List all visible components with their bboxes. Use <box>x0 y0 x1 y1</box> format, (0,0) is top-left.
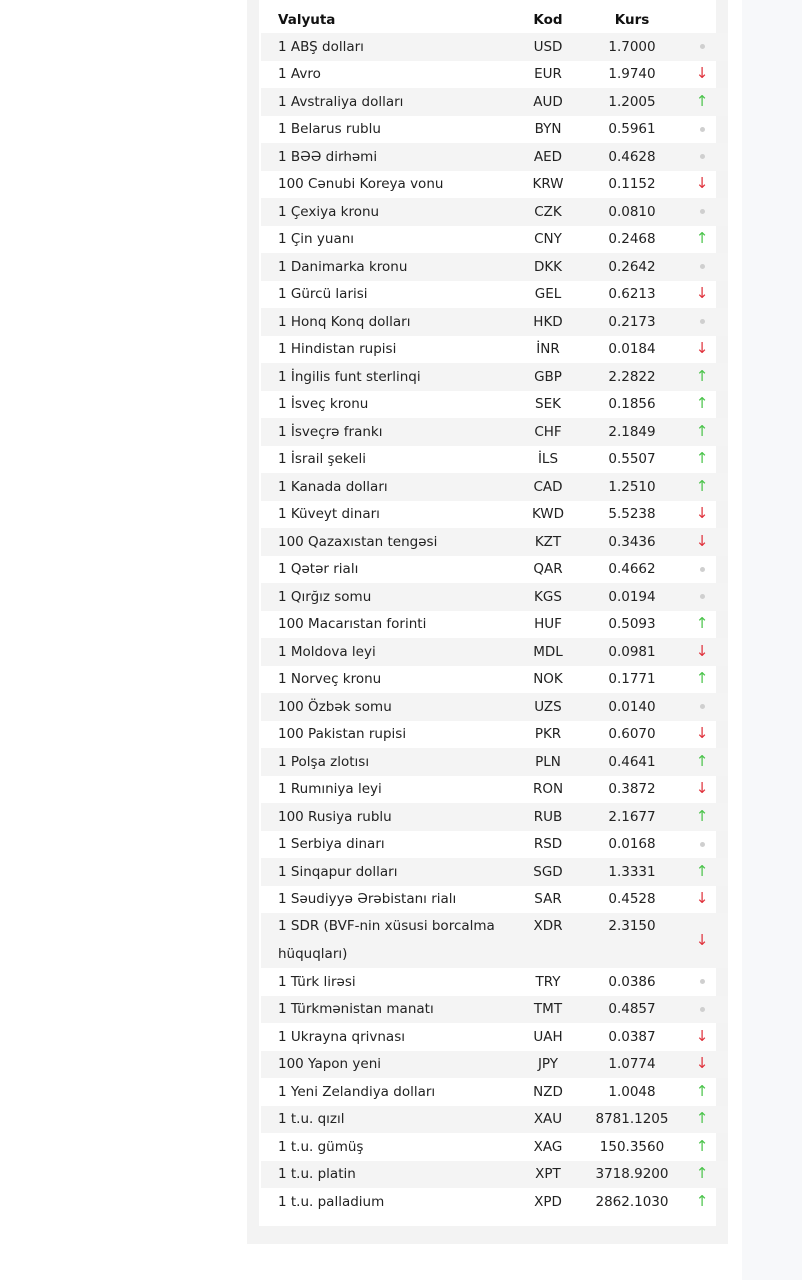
currency-code: HUF <box>534 616 562 633</box>
table-row <box>261 638 728 666</box>
trend-cell <box>676 556 728 584</box>
table-row <box>261 611 728 639</box>
currency-rate: 0.0184 <box>608 341 656 358</box>
currency-code: USD <box>508 33 588 61</box>
currency-code: CZK <box>508 198 588 226</box>
trend-cell <box>676 418 728 446</box>
currency-name: 100 Cənubi Koreya vonu <box>278 176 444 193</box>
table-row <box>261 226 728 254</box>
trend-cell <box>676 253 728 281</box>
table-row <box>261 198 728 226</box>
table-row <box>261 858 728 886</box>
arrow-up-icon: ↑ <box>695 1191 709 1210</box>
unchanged-dot-icon <box>700 979 705 984</box>
unchanged-dot-icon <box>700 842 705 847</box>
currency-name: 100 Yapon yeni <box>261 1051 508 1079</box>
currency-name: 1 İngilis funt sterlinqi <box>261 363 508 391</box>
currency-rate: 0.3872 <box>608 781 656 798</box>
arrow-up-icon: ↑ <box>695 366 709 385</box>
table-row <box>261 583 728 611</box>
currency-name: 1 Kanada dolları <box>261 473 508 501</box>
currency-code: UZS <box>508 693 588 721</box>
currency-code: KZT <box>508 528 588 556</box>
currency-rate: 3718.9200 <box>588 1161 676 1189</box>
arrow-down-icon: ↓ <box>695 930 709 949</box>
currency-name: 1 Gürcü larisi <box>278 286 368 303</box>
arrow-down-icon: ↓ <box>695 284 709 303</box>
table-row <box>261 556 728 584</box>
trend-cell <box>676 721 728 749</box>
currency-code: PKR <box>534 726 562 743</box>
currency-rate: 0.6070 <box>608 726 656 743</box>
currency-code: RON <box>532 781 564 798</box>
table-row <box>261 61 728 89</box>
currency-name: 1 Honq Konq dolları <box>261 308 508 336</box>
currency-rate: 0.1152 <box>608 176 656 193</box>
trend-cell <box>676 803 728 831</box>
currency-name: 1 Norveç kronu <box>278 671 382 688</box>
table-row <box>261 418 728 446</box>
currency-rate: 0.0194 <box>588 583 676 611</box>
table-row <box>261 363 728 391</box>
currency-code: CHF <box>508 418 588 446</box>
currency-name: 1 t.u. palladium <box>278 1193 385 1210</box>
arrow-up-icon: ↑ <box>695 1164 709 1183</box>
arrow-up-icon: ↑ <box>695 1136 709 1155</box>
currency-name: 1 Türkmənistan manatı <box>261 996 508 1024</box>
trend-cell <box>676 583 728 611</box>
currency-name: 1 Türk lirəsi <box>278 973 356 990</box>
currency-rate: 1.7000 <box>588 33 676 61</box>
table-row <box>261 693 728 721</box>
table-row <box>261 33 728 61</box>
currency-name: 1 Küveyt dinarı <box>278 506 380 523</box>
currency-code: İLS <box>537 451 559 468</box>
currency-rate: 1.9740 <box>608 66 656 83</box>
header-code: Kod <box>533 11 563 28</box>
currency-code: TMT <box>508 996 588 1024</box>
table-row <box>261 171 728 199</box>
table-row <box>261 253 728 281</box>
trend-cell <box>676 226 728 254</box>
currency-code: XAG <box>533 1138 563 1155</box>
currency-rate: 0.0810 <box>588 198 676 226</box>
side-background <box>742 0 802 1280</box>
unchanged-dot-icon <box>700 154 705 159</box>
arrow-down-icon: ↓ <box>695 724 709 743</box>
table-row <box>261 996 728 1024</box>
table-row <box>261 803 728 831</box>
currency-rate: 150.3560 <box>599 1138 665 1155</box>
table-row <box>261 1133 728 1161</box>
currency-name: 1 Polşa zlotısı <box>261 748 508 776</box>
currency-rate: 1.2005 <box>588 88 676 116</box>
table-row <box>261 748 728 776</box>
currency-rate: 1.2510 <box>588 473 676 501</box>
arrow-up-icon: ↑ <box>695 421 709 440</box>
currency-rate: 8781.1205 <box>588 1106 676 1134</box>
table-row <box>261 143 728 171</box>
table-row <box>261 913 728 968</box>
currency-code: PLN <box>508 748 588 776</box>
trend-cell <box>676 638 728 666</box>
trend-cell <box>676 858 728 886</box>
currency-code: CAD <box>508 473 588 501</box>
arrow-down-icon: ↓ <box>695 64 709 83</box>
trend-cell <box>676 1023 728 1051</box>
currency-code: RSD <box>533 836 563 853</box>
currency-name: 1 Qırğız somu <box>261 583 508 611</box>
trend-cell <box>676 776 728 804</box>
currency-code: XPD <box>534 1193 562 1210</box>
table-row <box>261 391 728 419</box>
currency-code: SAR <box>534 891 562 908</box>
trend-cell <box>676 528 728 556</box>
trend-cell <box>676 1106 728 1134</box>
currency-name: 100 Qazaxıstan tengəsi <box>261 528 508 556</box>
arrow-up-icon: ↑ <box>695 806 709 825</box>
arrow-up-icon: ↑ <box>695 669 709 688</box>
currency-name: 1 Sinqapur dolları <box>261 858 508 886</box>
table-row <box>261 1161 728 1189</box>
currency-name: 1 Yeni Zelandiya dolları <box>278 1083 436 1100</box>
currency-name: 1 Moldova leyi <box>261 638 508 666</box>
currency-rate: 0.4628 <box>588 143 676 171</box>
trend-cell <box>676 61 728 89</box>
currency-code: QAR <box>533 561 563 578</box>
currency-code: İNR <box>536 341 560 358</box>
trend-cell <box>676 33 728 61</box>
table-row <box>261 281 728 309</box>
currency-rate: 0.3436 <box>588 528 676 556</box>
currency-code: AED <box>508 143 588 171</box>
table-row <box>261 116 728 144</box>
currency-name: 1 İsveç kronu <box>278 396 369 413</box>
table-row <box>261 1051 728 1079</box>
currency-name: 1 BƏƏ dirhəmi <box>261 143 508 171</box>
trend-cell <box>676 391 728 419</box>
currency-name: 1 ABŞ dolları <box>261 33 508 61</box>
arrow-down-icon: ↓ <box>695 1054 709 1073</box>
currency-rate: 2.1849 <box>588 418 676 446</box>
currency-rate: 1.0774 <box>588 1051 676 1079</box>
arrow-up-icon: ↑ <box>695 229 709 248</box>
currency-code: EUR <box>534 66 562 83</box>
arrow-down-icon: ↓ <box>695 1026 709 1045</box>
currency-code: MDL <box>508 638 588 666</box>
currency-rate: 2862.1030 <box>595 1193 669 1210</box>
trend-cell <box>676 198 728 226</box>
arrow-down-icon: ↓ <box>695 531 709 550</box>
trend-cell <box>676 831 728 859</box>
currency-code: SEK <box>535 396 561 413</box>
arrow-up-icon: ↑ <box>695 91 709 110</box>
currency-rate: 0.4528 <box>608 891 656 908</box>
currency-name: 100 Özbək somu <box>261 693 508 721</box>
currency-rate: 0.0981 <box>588 638 676 666</box>
currency-name: 1 SDR (BVF-nin xüsusi borcalma hüquqları) <box>261 913 508 968</box>
currency-name: 1 Çexiya kronu <box>261 198 508 226</box>
currency-rate: 0.5093 <box>608 616 656 633</box>
currency-name: 1 Belarus rublu <box>278 121 381 138</box>
currency-name: 1 Səudiyyə Ərəbistanı rialı <box>278 891 457 908</box>
trend-cell <box>676 913 728 968</box>
currency-name: 1 İsrail şekeli <box>278 451 366 468</box>
unchanged-dot-icon <box>700 209 705 214</box>
table-row <box>261 1023 728 1051</box>
currency-code: SGD <box>508 858 588 886</box>
currency-name: 1 İsveçrə frankı <box>261 418 508 446</box>
trend-cell <box>676 171 728 199</box>
currency-name: 1 Hindistan rupisi <box>278 341 397 358</box>
currency-name: 1 Avro <box>278 66 321 83</box>
currency-rate: 0.4857 <box>588 996 676 1024</box>
header-currency: Valyuta <box>278 11 336 28</box>
trend-cell <box>676 143 728 171</box>
currency-rate: 1.3331 <box>588 858 676 886</box>
trend-cell <box>676 1188 728 1216</box>
currency-rate: 0.0387 <box>608 1028 656 1045</box>
arrow-down-icon: ↓ <box>695 174 709 193</box>
unchanged-dot-icon <box>700 1007 705 1012</box>
currency-rate: 2.1677 <box>588 803 676 831</box>
table-row <box>261 473 728 501</box>
currency-rate: 0.0168 <box>608 836 656 853</box>
currency-code: KRW <box>532 176 564 193</box>
currency-name: 1 Rumıniya leyi <box>278 781 382 798</box>
currency-name: 1 Çin yuanı <box>278 231 355 248</box>
trend-cell <box>676 1051 728 1079</box>
table-row <box>261 1106 728 1134</box>
table-row <box>261 886 728 914</box>
currency-name: 1 t.u. qızıl <box>261 1106 508 1134</box>
currency-rate: 2.2822 <box>588 363 676 391</box>
currency-name: 100 Pakistan rupisi <box>278 726 407 743</box>
table-row <box>261 776 728 804</box>
arrow-up-icon: ↑ <box>695 394 709 413</box>
currency-rate: 0.4662 <box>608 561 656 578</box>
currency-code: GBP <box>508 363 588 391</box>
trend-cell <box>676 281 728 309</box>
table-row <box>261 88 728 116</box>
trend-cell <box>676 473 728 501</box>
header-rate: Kurs <box>614 11 650 28</box>
currency-rate: 0.0386 <box>608 973 656 990</box>
unchanged-dot-icon <box>700 319 705 324</box>
currency-rate: 0.5961 <box>608 121 656 138</box>
header-trend <box>676 6 728 33</box>
unchanged-dot-icon <box>700 127 705 132</box>
arrow-down-icon: ↓ <box>695 504 709 523</box>
currency-rates-table <box>261 6 728 1216</box>
unchanged-dot-icon <box>700 594 705 599</box>
currency-rate: 0.5507 <box>608 451 656 468</box>
trend-cell <box>676 968 728 996</box>
currency-rate: 0.4641 <box>588 748 676 776</box>
currency-rate: 0.1771 <box>608 671 656 688</box>
currency-name: 1 Avstraliya dolları <box>261 88 508 116</box>
trend-cell <box>676 996 728 1024</box>
currency-rate: 0.2468 <box>608 231 656 248</box>
table-row <box>261 1188 728 1216</box>
currency-code: NOK <box>533 671 563 688</box>
trend-cell <box>676 308 728 336</box>
currency-name: 1 Ukrayna qrivnası <box>278 1028 405 1045</box>
currency-code: RUB <box>508 803 588 831</box>
currency-code: HKD <box>508 308 588 336</box>
trend-cell <box>676 336 728 364</box>
currency-rate: 0.2173 <box>588 308 676 336</box>
arrow-up-icon: ↑ <box>695 751 709 770</box>
unchanged-dot-icon <box>700 704 705 709</box>
unchanged-dot-icon <box>700 44 705 49</box>
currency-code: KGS <box>508 583 588 611</box>
arrow-down-icon: ↓ <box>695 889 709 908</box>
trend-cell <box>676 88 728 116</box>
trend-cell <box>676 693 728 721</box>
trend-cell <box>676 666 728 694</box>
trend-cell <box>676 1078 728 1106</box>
currency-rate: 5.5238 <box>608 506 656 523</box>
trend-cell <box>676 1161 728 1189</box>
currency-rate: 0.0140 <box>588 693 676 721</box>
currency-name: 100 Rusiya rublu <box>261 803 508 831</box>
currency-code: UAH <box>533 1028 563 1045</box>
currency-rate: 0.1856 <box>608 396 656 413</box>
currency-name: 1 t.u. platin <box>261 1161 508 1189</box>
table-row <box>261 968 728 996</box>
table-row <box>261 831 728 859</box>
trend-cell <box>676 446 728 474</box>
currency-code: AUD <box>508 88 588 116</box>
table-row <box>261 528 728 556</box>
currency-name: 1 Danimarka kronu <box>261 253 508 281</box>
trend-cell <box>676 363 728 391</box>
trend-cell <box>676 748 728 776</box>
currency-code: XDR <box>508 913 588 968</box>
currency-rate: 2.3150 <box>588 913 676 968</box>
arrow-up-icon: ↑ <box>695 476 709 495</box>
currency-name: 1 Serbiya dinarı <box>278 836 385 853</box>
table-row <box>261 336 728 364</box>
currency-name: 1 Qətər rialı <box>278 561 359 578</box>
trend-cell <box>676 886 728 914</box>
arrow-down-icon: ↓ <box>695 641 709 660</box>
currency-code: GEL <box>534 286 562 303</box>
trend-cell <box>676 611 728 639</box>
unchanged-dot-icon <box>700 567 705 572</box>
currency-code: TRY <box>535 973 561 990</box>
table-row <box>261 721 728 749</box>
table-row <box>261 1078 728 1106</box>
arrow-up-icon: ↑ <box>695 1081 709 1100</box>
arrow-up-icon: ↑ <box>695 861 709 880</box>
currency-name: 1 t.u. gümüş <box>278 1138 364 1155</box>
currency-rate: 1.0048 <box>608 1083 656 1100</box>
table-row <box>261 308 728 336</box>
currency-name: 100 Macarıstan forinti <box>278 616 427 633</box>
currency-code: JPY <box>508 1051 588 1079</box>
currency-code: KWD <box>531 506 565 523</box>
currency-rate: 0.2642 <box>588 253 676 281</box>
trend-cell <box>676 1133 728 1161</box>
currency-code: CNY <box>534 231 562 248</box>
table-row <box>261 666 728 694</box>
currency-code: XPT <box>508 1161 588 1189</box>
trend-cell <box>676 501 728 529</box>
currency-code: XAU <box>508 1106 588 1134</box>
unchanged-dot-icon <box>700 264 705 269</box>
arrow-down-icon: ↓ <box>695 779 709 798</box>
arrow-up-icon: ↑ <box>695 614 709 633</box>
table-row <box>261 446 728 474</box>
currency-code: NZD <box>533 1083 563 1100</box>
arrow-down-icon: ↓ <box>695 339 709 358</box>
currency-code: DKK <box>508 253 588 281</box>
trend-cell <box>676 116 728 144</box>
table-body <box>261 33 728 1216</box>
currency-rate: 0.6213 <box>608 286 656 303</box>
table-row <box>261 501 728 529</box>
arrow-up-icon: ↑ <box>695 449 709 468</box>
arrow-up-icon: ↑ <box>695 1109 709 1128</box>
table-header-row <box>261 6 728 33</box>
currency-code: BYN <box>534 121 562 138</box>
